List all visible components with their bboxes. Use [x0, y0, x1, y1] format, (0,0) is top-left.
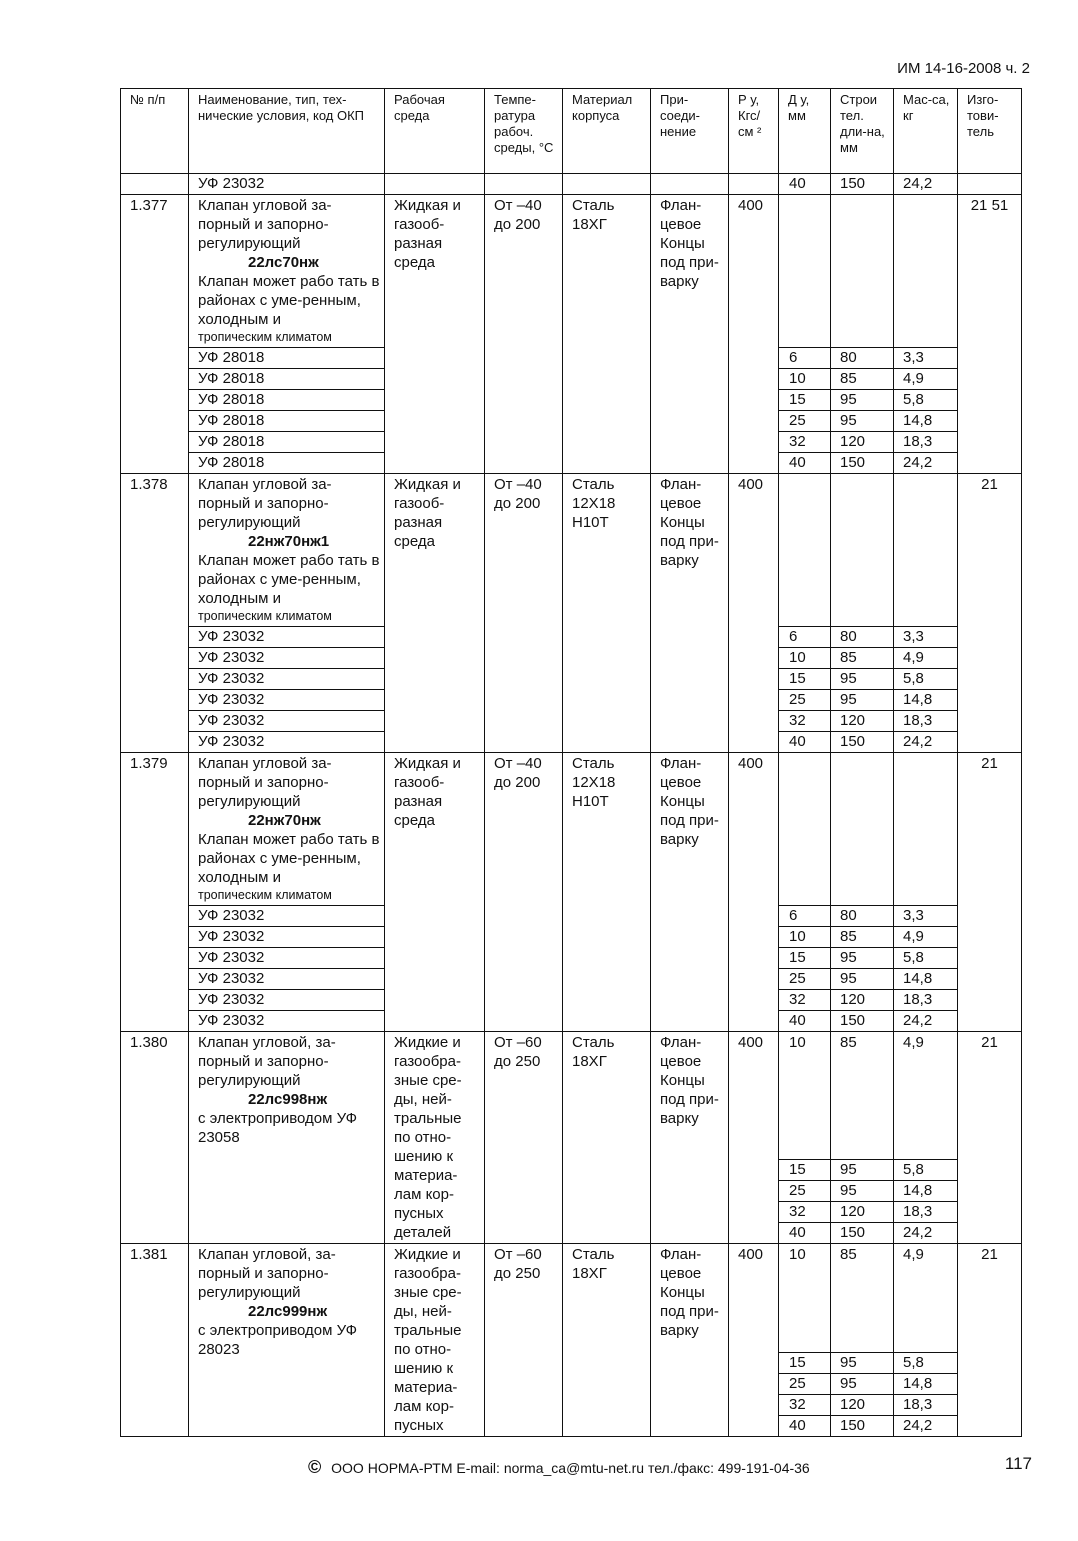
item-temperature: От –40 до 200	[485, 753, 563, 1032]
item-model: 22лс999нж	[248, 1303, 328, 1320]
cell-mass: 24,2	[894, 453, 958, 474]
cell-dn: 6	[779, 906, 831, 927]
item-climate: тропическим климатом	[198, 330, 332, 344]
cell-tu: УФ 28018	[189, 453, 385, 474]
item-connection: Флан-цевое Концы под при-варку	[651, 1032, 729, 1244]
cell-mass: 18,3	[894, 1202, 958, 1223]
cell-tu: УФ 23032	[189, 732, 385, 753]
cell-tu: УФ 28018	[189, 411, 385, 432]
cell-mass: 5,8	[894, 948, 958, 969]
cell-dn: 32	[779, 711, 831, 732]
cell-empty	[779, 753, 831, 906]
item-pressure: 400	[729, 195, 779, 474]
item-medium: Жидкие и газообра-зные сре-ды, ней-тральные по отно-шению к материа-лам кор-пусных деталей	[385, 1032, 485, 1244]
item-connection: Флан-цевое Концы под при-варку	[651, 474, 729, 753]
copyright-icon: ©	[308, 1457, 322, 1477]
cell-tu: УФ 23032	[189, 627, 385, 648]
cell-mass: 24,2	[894, 1223, 958, 1244]
item-manufacturer: 21	[958, 753, 1022, 1032]
cell-length: 95	[831, 948, 894, 969]
cell-dn: 6	[779, 627, 831, 648]
cell-dn: 25	[779, 969, 831, 990]
cell-dn: 15	[779, 390, 831, 411]
cell-dn: 25	[779, 1181, 831, 1202]
cell-empty	[958, 174, 1022, 195]
page-number: 117	[1004, 1454, 1032, 1473]
cell-mass: 5,8	[894, 1353, 958, 1374]
cell-empty	[831, 753, 894, 906]
item-climate: тропическим климатом	[198, 609, 332, 623]
cell-dn: 15	[779, 948, 831, 969]
cell-dn: 40	[779, 174, 831, 195]
col-header-manufacturer: Изго-тови-тель	[958, 89, 1022, 174]
cell-empty	[485, 174, 563, 195]
cell-mass: 4,9	[894, 1032, 958, 1160]
cell-length: 150	[831, 1223, 894, 1244]
item-note: с электроприводом УФ 28023	[198, 1322, 358, 1358]
cell-mass: 18,3	[894, 711, 958, 732]
col-header-number: № п/п	[121, 89, 189, 174]
cell-length: 95	[831, 1181, 894, 1202]
cell-empty	[894, 474, 958, 627]
cell-tu: УФ 23032	[189, 927, 385, 948]
cell-length: 80	[831, 906, 894, 927]
item-name	[189, 1244, 385, 1437]
col-header-connection: При-соеди-нение	[651, 89, 729, 174]
cell-length: 120	[831, 432, 894, 453]
item-medium: Жидкая и газооб-разная среда	[385, 474, 485, 753]
header-row	[121, 89, 1022, 174]
cell-length: 95	[831, 390, 894, 411]
cell-mass: 24,2	[894, 1011, 958, 1032]
item-name	[189, 1032, 385, 1244]
cell-length: 80	[831, 348, 894, 369]
col-header-medium: Рабочая среда	[385, 89, 485, 174]
cell-mass: 4,9	[894, 1244, 958, 1353]
cell-dn: 15	[779, 669, 831, 690]
cell-dn: 25	[779, 411, 831, 432]
cell-tu: УФ 23032	[189, 1011, 385, 1032]
cell-tu: УФ 23032	[189, 174, 385, 195]
cell-empty	[894, 753, 958, 906]
cell-length: 95	[831, 1160, 894, 1181]
cell-length: 85	[831, 648, 894, 669]
cell-tu: УФ 28018	[189, 390, 385, 411]
item-pressure: 400	[729, 1032, 779, 1244]
cell-mass: 18,3	[894, 432, 958, 453]
item-name	[189, 195, 385, 348]
cell-mass: 3,3	[894, 906, 958, 927]
item-temperature: От –40 до 200	[485, 195, 563, 474]
item-number: 1.378	[121, 474, 189, 753]
item-temperature: От –60 до 250	[485, 1244, 563, 1437]
cell-length: 150	[831, 174, 894, 195]
cell-length: 120	[831, 711, 894, 732]
cell-length: 95	[831, 1353, 894, 1374]
cell-tu: УФ 23032	[189, 906, 385, 927]
cell-tu: УФ 23032	[189, 648, 385, 669]
cell-mass: 4,9	[894, 369, 958, 390]
cell-length: 95	[831, 669, 894, 690]
item-temperature: От –60 до 250	[485, 1032, 563, 1244]
cell-dn: 15	[779, 1353, 831, 1374]
cell-empty	[831, 474, 894, 627]
cell-dn: 10	[779, 369, 831, 390]
col-header-length: Строи тел. дли-на, мм	[831, 89, 894, 174]
item-number: 1.381	[121, 1244, 189, 1437]
cell-empty	[729, 174, 779, 195]
cell-tu: УФ 23032	[189, 690, 385, 711]
cell-mass: 24,2	[894, 732, 958, 753]
col-header-diameter: Д у, мм	[779, 89, 831, 174]
item-row	[121, 753, 1022, 906]
item-medium: Жидкая и газооб-разная среда	[385, 195, 485, 474]
item-pressure: 400	[729, 753, 779, 1032]
item-model: 22нж70нж	[248, 812, 321, 829]
col-header-temperature: Темпе-ратура рабоч. среды, °С	[485, 89, 563, 174]
item-name	[189, 753, 385, 906]
cell-length: 150	[831, 1011, 894, 1032]
item-manufacturer: 21	[958, 474, 1022, 753]
cell-mass: 4,9	[894, 927, 958, 948]
cell-mass: 14,8	[894, 690, 958, 711]
item-pressure: 400	[729, 1244, 779, 1437]
cell-mass: 18,3	[894, 990, 958, 1011]
item-connection: Флан-цевое Концы под при-варку	[651, 753, 729, 1032]
cell-length: 95	[831, 690, 894, 711]
cell-dn: 40	[779, 1416, 831, 1437]
cell-empty	[894, 195, 958, 348]
item-manufacturer: 21 51	[958, 195, 1022, 474]
cell-dn: 10	[779, 1244, 831, 1353]
document-code: ИМ 14-16-2008 ч. 2	[897, 60, 1030, 77]
cell-dn: 6	[779, 348, 831, 369]
cell-dn: 32	[779, 1202, 831, 1223]
col-header-pressure: Р у, Кгс/ см ²	[729, 89, 779, 174]
cell-length: 150	[831, 732, 894, 753]
cell-tu: УФ 23032	[189, 990, 385, 1011]
cell-dn: 32	[779, 990, 831, 1011]
item-title: Клапан угловой, за-порный и запорно-регулирующий	[198, 1034, 336, 1089]
cell-dn: 40	[779, 1011, 831, 1032]
cell-tu: УФ 23032	[189, 969, 385, 990]
cell-dn: 40	[779, 453, 831, 474]
item-title: Клапан угловой за-порный и запорно-регулирующий	[198, 197, 332, 252]
cell-dn: 25	[779, 1374, 831, 1395]
cell-dn: 15	[779, 1160, 831, 1181]
cell-length: 85	[831, 1244, 894, 1353]
cell-empty	[779, 474, 831, 627]
item-pressure: 400	[729, 474, 779, 753]
cell-length: 150	[831, 1416, 894, 1437]
item-medium: Жидкая и газооб-разная среда	[385, 753, 485, 1032]
item-manufacturer: 21	[958, 1032, 1022, 1244]
cell-empty	[121, 174, 189, 195]
valve-table	[120, 88, 1022, 1437]
cell-dn: 10	[779, 1032, 831, 1160]
col-header-mass: Мас-са, кг	[894, 89, 958, 174]
cell-tu: УФ 23032	[189, 669, 385, 690]
cell-dn: 40	[779, 732, 831, 753]
col-header-material: Материал корпуса	[563, 89, 651, 174]
cell-dn: 32	[779, 1395, 831, 1416]
item-manufacturer: 21	[958, 1244, 1022, 1437]
cell-tu: УФ 23032	[189, 948, 385, 969]
item-material: Сталь 12Х18 Н10Т	[563, 753, 651, 1032]
item-material: Сталь 12Х18 Н10Т	[563, 474, 651, 753]
item-material: Сталь 18ХГ	[563, 195, 651, 474]
item-row	[121, 474, 1022, 627]
item-note: с электроприводом УФ 23058	[198, 1110, 358, 1146]
item-number: 1.379	[121, 753, 189, 1032]
cell-tu: УФ 28018	[189, 432, 385, 453]
item-note: Клапан может рабо тать в районах с уме-ренным, холодным и	[198, 273, 380, 328]
item-row	[121, 195, 1022, 348]
cell-tu: УФ 28018	[189, 369, 385, 390]
item-medium: Жидкие и газообра-зные сре-ды, ней-тральные по отно-шению к материа-лам кор-пусных	[385, 1244, 485, 1437]
footer-text: ООО НОРМА-РТМ E-mail: norma_ca@mtu-net.ru тел./факс: 499-191-04-36	[331, 1460, 810, 1476]
cell-dn: 40	[779, 1223, 831, 1244]
cell-mass: 5,8	[894, 669, 958, 690]
cell-dn: 10	[779, 648, 831, 669]
footer	[308, 1457, 810, 1478]
cell-length: 85	[831, 369, 894, 390]
col-header-name: Наименование, тип, тех-нические условия, код ОКП	[189, 89, 385, 174]
cell-length: 80	[831, 627, 894, 648]
cell-mass: 14,8	[894, 1181, 958, 1202]
cell-empty	[385, 174, 485, 195]
cell-mass: 3,3	[894, 627, 958, 648]
item-row	[121, 1032, 1022, 1160]
cell-length: 120	[831, 1202, 894, 1223]
cell-mass: 5,8	[894, 1160, 958, 1181]
cell-length: 150	[831, 453, 894, 474]
item-material: Сталь 18ХГ	[563, 1244, 651, 1437]
item-model: 22лс70нж	[248, 254, 319, 271]
cell-dn: 32	[779, 432, 831, 453]
item-climate: тропическим климатом	[198, 888, 332, 902]
cell-mass: 3,3	[894, 348, 958, 369]
cell-mass: 4,9	[894, 648, 958, 669]
item-temperature: От –40 до 200	[485, 474, 563, 753]
cell-length: 95	[831, 411, 894, 432]
cell-mass: 14,8	[894, 969, 958, 990]
item-connection: Флан-цевое Концы под при-варку	[651, 195, 729, 474]
cell-length: 95	[831, 1374, 894, 1395]
cell-length: 85	[831, 927, 894, 948]
cell-mass: 14,8	[894, 411, 958, 432]
cell-empty	[831, 195, 894, 348]
item-note: Клапан может рабо тать в районах с уме-ренным, холодным и	[198, 831, 380, 886]
cell-length: 85	[831, 1032, 894, 1160]
cell-dn: 25	[779, 690, 831, 711]
cell-dn: 10	[779, 927, 831, 948]
cell-mass: 24,2	[894, 174, 958, 195]
cell-mass: 14,8	[894, 1374, 958, 1395]
item-row	[121, 1244, 1022, 1353]
item-number: 1.377	[121, 195, 189, 474]
carry-over-row	[121, 174, 1022, 195]
cell-mass: 18,3	[894, 1395, 958, 1416]
item-title: Клапан угловой за-порный и запорно-регулирующий	[198, 476, 332, 531]
cell-tu: УФ 28018	[189, 348, 385, 369]
item-name	[189, 474, 385, 627]
cell-empty	[779, 195, 831, 348]
cell-tu: УФ 23032	[189, 711, 385, 732]
cell-mass: 5,8	[894, 390, 958, 411]
cell-length: 120	[831, 1395, 894, 1416]
cell-empty	[563, 174, 651, 195]
cell-empty	[651, 174, 729, 195]
item-model: 22лс998нж	[248, 1091, 328, 1108]
cell-length: 120	[831, 990, 894, 1011]
item-model: 22нж70нж1	[248, 533, 330, 550]
cell-mass: 24,2	[894, 1416, 958, 1437]
item-note: Клапан может рабо тать в районах с уме-ренным, холодным и	[198, 552, 380, 607]
item-title: Клапан угловой, за-порный и запорно-регулирующий	[198, 1246, 336, 1301]
cell-length: 95	[831, 969, 894, 990]
item-connection: Флан-цевое Концы под при-варку	[651, 1244, 729, 1437]
item-number: 1.380	[121, 1032, 189, 1244]
item-title: Клапан угловой за-порный и запорно-регулирующий	[198, 755, 332, 810]
item-material: Сталь 18ХГ	[563, 1032, 651, 1244]
